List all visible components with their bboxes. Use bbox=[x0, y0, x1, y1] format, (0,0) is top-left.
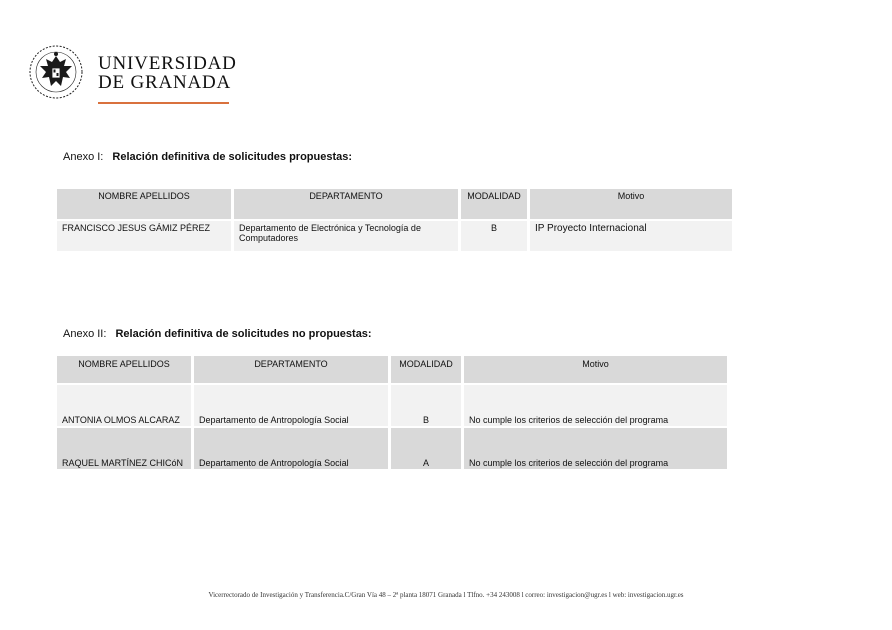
annex-1-title: Relación definitiva de solicitudes propuestas: bbox=[112, 151, 353, 163]
cell-modalidad: B bbox=[461, 221, 527, 251]
logo-line-2: DE GRANADA bbox=[98, 72, 232, 93]
annex-2-label: Anexo II: bbox=[63, 328, 107, 340]
annex-2-table bbox=[54, 354, 730, 471]
column-header: NOMBRE APELLIDOS bbox=[57, 189, 231, 219]
column-header: DEPARTAMENTO bbox=[194, 356, 388, 383]
annex-1-label: Anexo I: bbox=[63, 151, 104, 163]
university-wordmark bbox=[98, 54, 237, 92]
table-row bbox=[57, 385, 727, 426]
cell-nombre: RAQUEL MARTÍNEZ CHICóN bbox=[57, 428, 191, 469]
cell-nombre: FRANCISCO JESUS GÁMIZ PÉREZ bbox=[57, 221, 231, 251]
column-header: Motivo bbox=[530, 189, 732, 219]
university-seal-icon bbox=[28, 44, 84, 100]
cell-motivo: No cumple los criterios de selección del programa bbox=[464, 428, 727, 469]
cell-motivo: IP Proyecto Internacional bbox=[530, 221, 732, 251]
table-row bbox=[57, 428, 727, 469]
annex-2-heading bbox=[63, 328, 372, 340]
column-header: MODALIDAD bbox=[391, 356, 461, 383]
column-header: DEPARTAMENTO bbox=[234, 189, 458, 219]
logo-underline bbox=[98, 102, 229, 104]
university-logo bbox=[28, 44, 238, 110]
column-header: MODALIDAD bbox=[461, 189, 527, 219]
page-footer: Vicerrectorado de Investigación y Transferencia.C/Gran Vía 48 – 2ª planta 18071 Granada l Tlfno. +34 243008 l correo: investigacion@ugr.es l web: investigacion.ugr.es bbox=[208, 591, 684, 599]
cell-motivo: No cumple los criterios de selección del programa bbox=[464, 385, 727, 426]
cell-modalidad: A bbox=[391, 428, 461, 469]
table-header-row bbox=[57, 189, 732, 219]
annex-2-title: Relación definitiva de solicitudes no propuestas: bbox=[115, 328, 372, 340]
table-header-row bbox=[57, 356, 727, 383]
table-row bbox=[57, 221, 732, 251]
cell-departamento: Departamento de Antropología Social bbox=[194, 428, 388, 469]
annex-1-heading bbox=[63, 151, 352, 163]
column-header: NOMBRE APELLIDOS bbox=[57, 356, 191, 383]
cell-modalidad: B bbox=[391, 385, 461, 426]
cell-nombre: ANTONIA OLMOS ALCARAZ bbox=[57, 385, 191, 426]
annex-1-table bbox=[54, 187, 735, 253]
cell-departamento: Departamento de Electrónica y Tecnología de Computadores bbox=[234, 221, 458, 251]
logo-line-1: UNIVERSIDAD bbox=[98, 53, 237, 74]
column-header: Motivo bbox=[464, 356, 727, 383]
cell-departamento: Departamento de Antropología Social bbox=[194, 385, 388, 426]
